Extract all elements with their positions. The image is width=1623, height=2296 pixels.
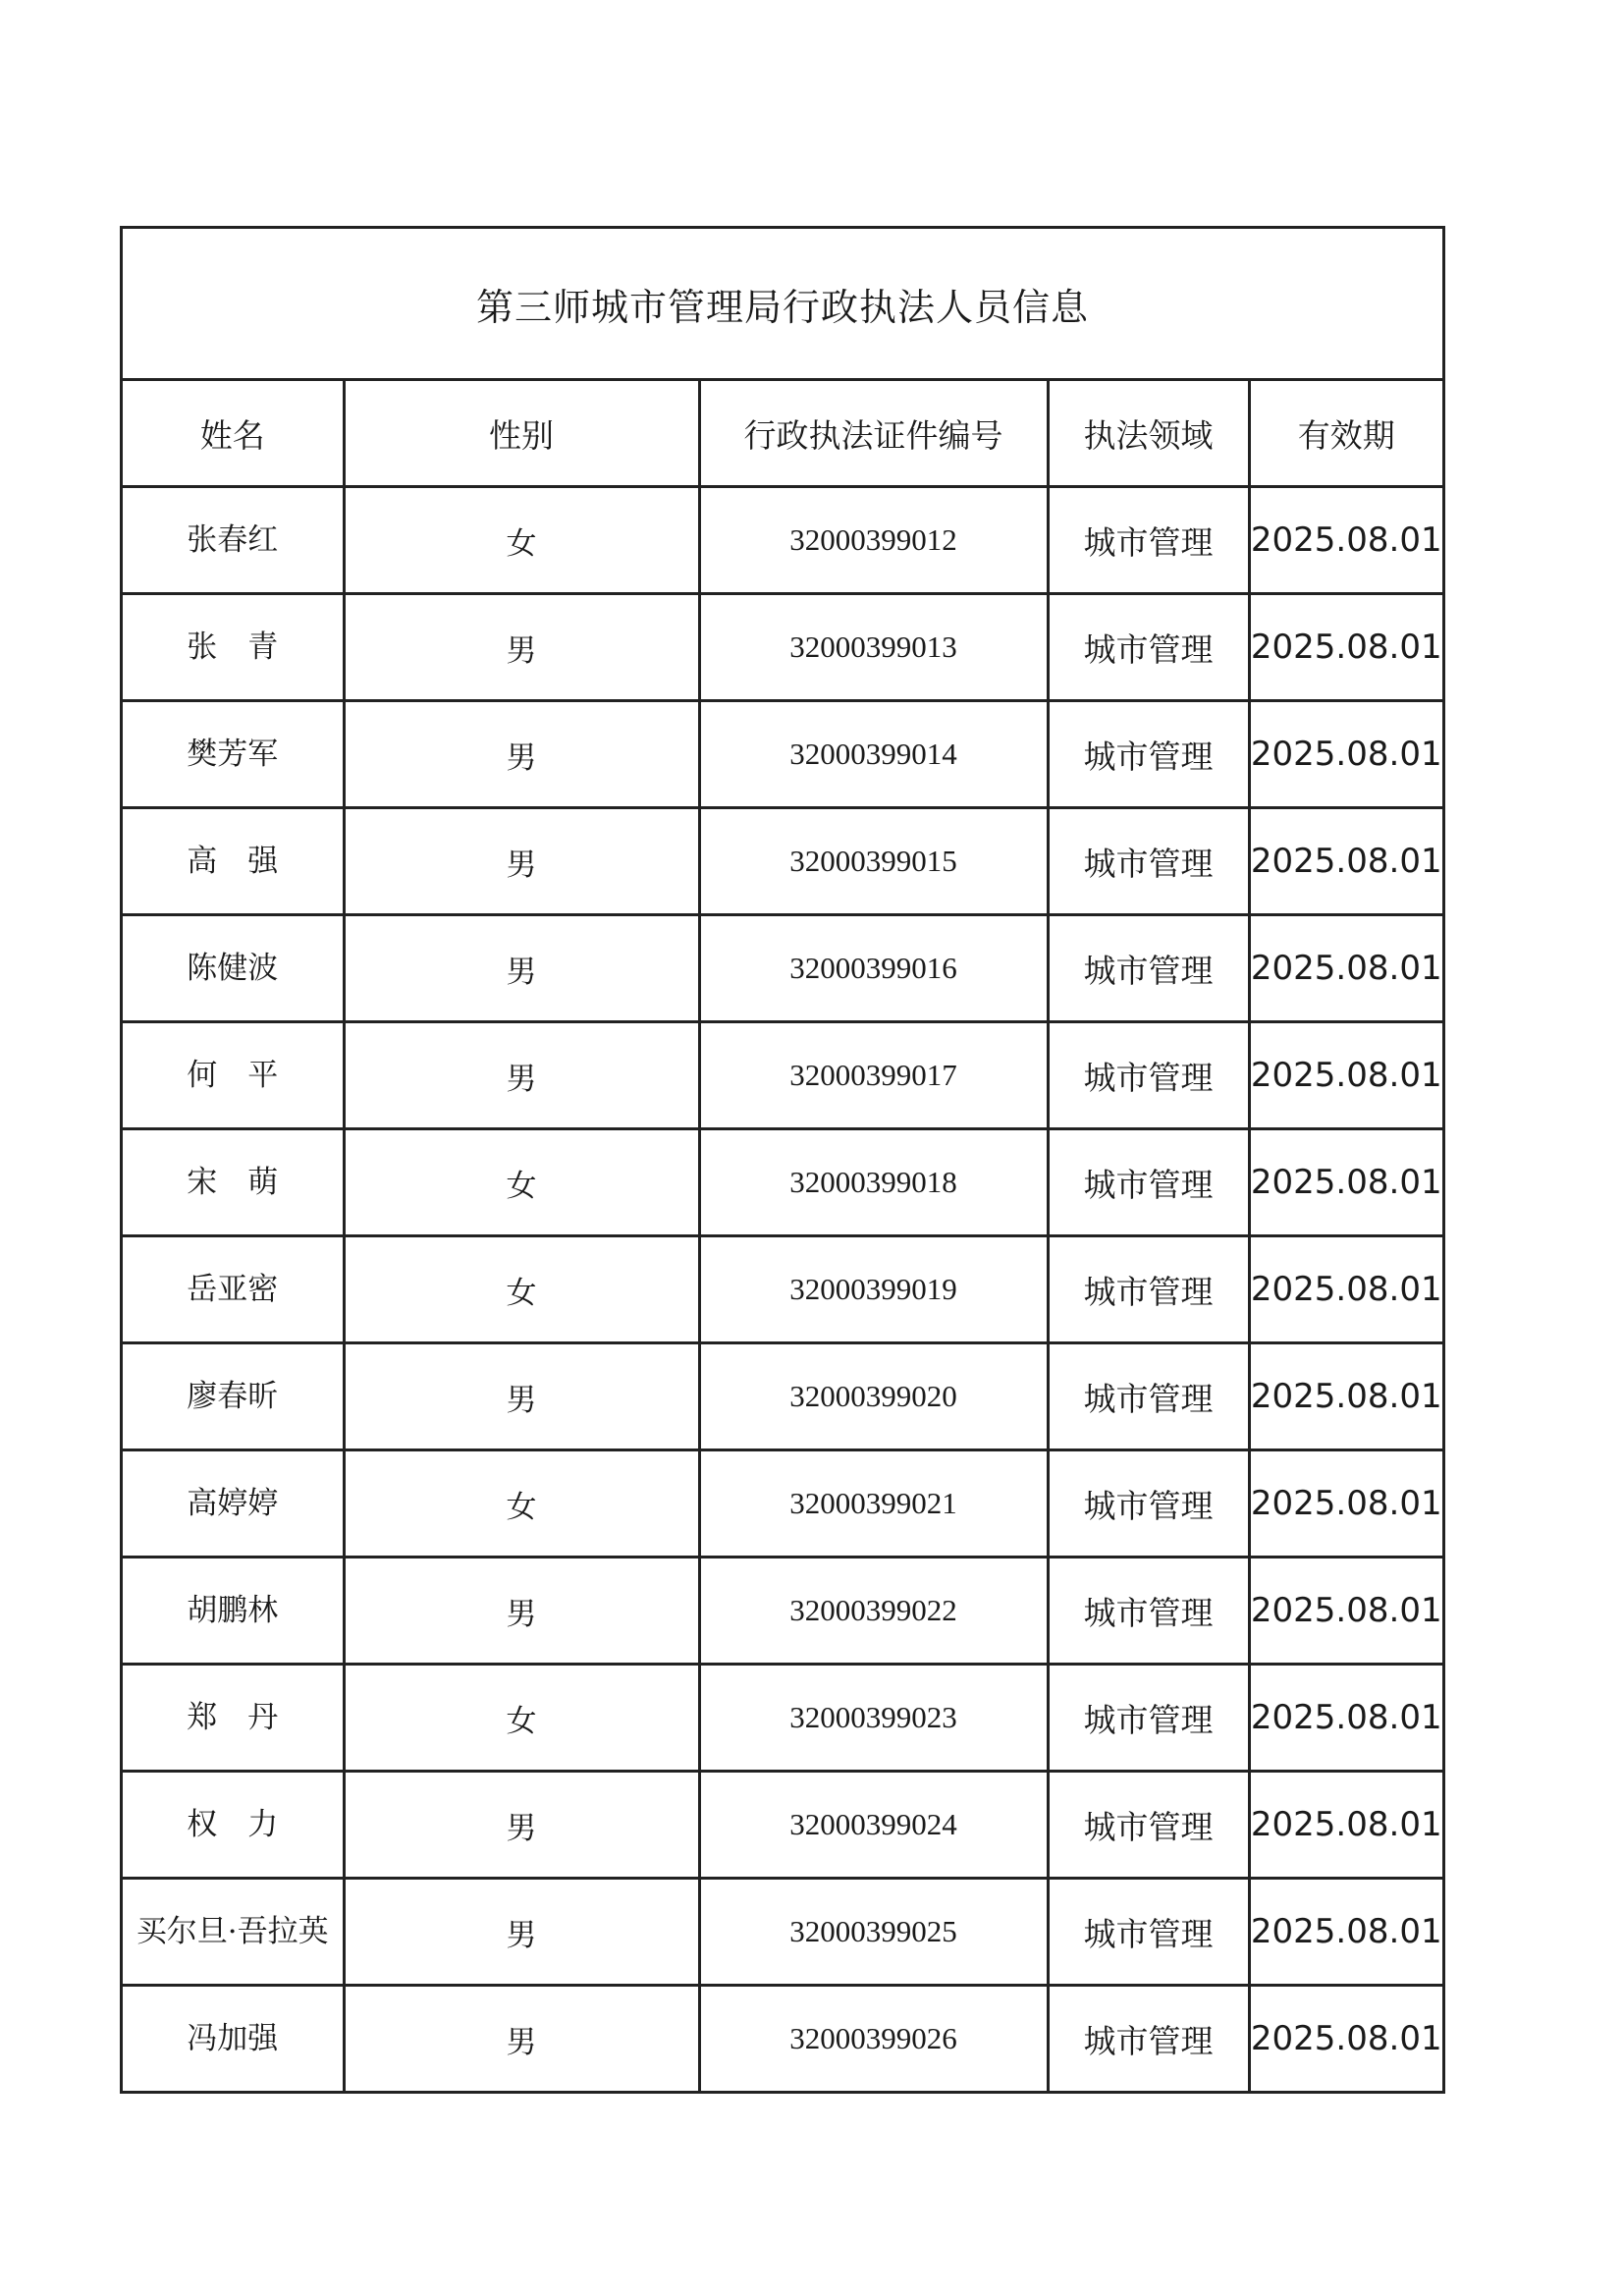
table-row xyxy=(123,1772,1442,1879)
cell-valid: 2025.08.01 xyxy=(1249,1558,1442,1665)
cell-valid: 2025.08.01 xyxy=(1249,915,1442,1022)
cell-cert-no: 32000399014 xyxy=(699,701,1048,808)
column-header-valid: 有效期 xyxy=(1249,381,1442,487)
cell-field: 城市管理 xyxy=(1048,701,1249,808)
cell-name: 权 力 xyxy=(123,1772,344,1879)
cell-cert-no: 32000399021 xyxy=(699,1450,1048,1558)
cell-valid: 2025.08.01 xyxy=(1249,594,1442,701)
cell-field: 城市管理 xyxy=(1048,1022,1249,1129)
cell-field: 城市管理 xyxy=(1048,1879,1249,1986)
cell-field: 城市管理 xyxy=(1048,487,1249,594)
cell-valid: 2025.08.01 xyxy=(1249,808,1442,915)
cell-cert-no: 32000399019 xyxy=(699,1236,1048,1343)
cell-valid: 2025.08.01 xyxy=(1249,1450,1442,1558)
cell-cert-no: 32000399018 xyxy=(699,1129,1048,1236)
cell-gender: 女 xyxy=(344,487,699,594)
table-row xyxy=(123,701,1442,808)
cell-name: 廖春昕 xyxy=(123,1343,344,1450)
cell-cert-no: 32000399020 xyxy=(699,1343,1048,1450)
cell-name: 高 强 xyxy=(123,808,344,915)
cell-field: 城市管理 xyxy=(1048,1558,1249,1665)
cell-gender: 男 xyxy=(344,1986,699,2092)
table-row xyxy=(123,1343,1442,1450)
cell-field: 城市管理 xyxy=(1048,1129,1249,1236)
cell-valid: 2025.08.01 xyxy=(1249,701,1442,808)
cell-gender: 男 xyxy=(344,808,699,915)
cell-field: 城市管理 xyxy=(1048,1665,1249,1772)
cell-gender: 女 xyxy=(344,1236,699,1343)
cell-valid: 2025.08.01 xyxy=(1249,1129,1442,1236)
cell-field: 城市管理 xyxy=(1048,1236,1249,1343)
cell-gender: 男 xyxy=(344,1022,699,1129)
cell-valid: 2025.08.01 xyxy=(1249,1022,1442,1129)
cell-field: 城市管理 xyxy=(1048,1343,1249,1450)
cell-valid: 2025.08.01 xyxy=(1250,2019,1442,2058)
table-row xyxy=(123,1450,1442,1558)
cell-field: 城市管理 xyxy=(1048,1986,1249,2092)
cell-cert-no: 32000399016 xyxy=(699,915,1048,1022)
table-row xyxy=(123,1558,1442,1665)
cell-valid: 2025.08.01 xyxy=(1249,1772,1442,1879)
document-title: 第三师城市管理局行政执法人员信息 xyxy=(123,229,1442,381)
cell-name: 郑 丹 xyxy=(123,1665,344,1772)
table-body xyxy=(123,487,1442,2092)
cell-cert-no: 32000399025 xyxy=(699,1879,1048,1986)
cell-name: 樊芳军 xyxy=(123,701,344,808)
cell-name: 胡鹏林 xyxy=(123,1558,344,1665)
cell-name: 高婷婷 xyxy=(123,1450,344,1558)
cell-field: 城市管理 xyxy=(1048,1450,1249,1558)
table-row xyxy=(123,1665,1442,1772)
cell-gender: 男 xyxy=(344,915,699,1022)
cell-field: 城市管理 xyxy=(1048,594,1249,701)
cell-valid: 2025.08.01 xyxy=(1249,1879,1442,1986)
cell-name: 张春红 xyxy=(123,487,344,594)
cell-name: 买尔旦·吾拉英 xyxy=(123,1879,344,1986)
cell-gender: 女 xyxy=(344,1129,699,1236)
cell-valid: 2025.08.01 xyxy=(1249,1343,1442,1450)
table-row xyxy=(123,808,1442,915)
table-row xyxy=(123,1986,1442,2092)
cell-gender: 男 xyxy=(344,594,699,701)
personnel-table xyxy=(123,381,1442,2091)
column-header-cert-no: 行政执法证件编号 xyxy=(699,381,1048,487)
cell-valid: 2025.08.01 xyxy=(1249,1236,1442,1343)
cell-name: 岳亚密 xyxy=(123,1236,344,1343)
cell-name: 何 平 xyxy=(123,1022,344,1129)
table-row xyxy=(123,1129,1442,1236)
cell-gender: 女 xyxy=(344,1450,699,1558)
cell-cert-no: 32000399013 xyxy=(699,594,1048,701)
cell-gender: 女 xyxy=(344,1665,699,1772)
cell-name: 张 青 xyxy=(123,594,344,701)
table-row xyxy=(123,1022,1442,1129)
cell-field: 城市管理 xyxy=(1048,808,1249,915)
column-header-gender: 性别 xyxy=(344,381,699,487)
cell-name: 冯加强 xyxy=(123,1986,344,2092)
cell-gender: 男 xyxy=(344,701,699,808)
cell-valid: 2025.08.01 xyxy=(1249,1665,1442,1772)
cell-gender: 男 xyxy=(344,1879,699,1986)
cell-cert-no: 32000399026 xyxy=(699,1986,1048,2092)
cell-cert-no: 32000399022 xyxy=(699,1558,1048,1665)
column-header-field: 执法领域 xyxy=(1048,381,1249,487)
cell-name: 陈健波 xyxy=(123,915,344,1022)
column-header-name: 姓名 xyxy=(123,381,344,487)
table-row xyxy=(123,1879,1442,1986)
cell-valid: 2025.08.01 xyxy=(1249,487,1442,594)
cell-cert-no: 32000399024 xyxy=(699,1772,1048,1879)
cell-gender: 男 xyxy=(344,1772,699,1879)
cell-cert-no: 32000399015 xyxy=(699,808,1048,915)
table-header-row xyxy=(123,381,1442,487)
cell-cert-no: 32000399012 xyxy=(699,487,1048,594)
table-row xyxy=(123,1236,1442,1343)
table-row xyxy=(123,594,1442,701)
table-row xyxy=(123,915,1442,1022)
table-row xyxy=(123,487,1442,594)
cell-field: 城市管理 xyxy=(1048,1772,1249,1879)
cell-gender: 男 xyxy=(344,1558,699,1665)
cell-gender: 男 xyxy=(344,1343,699,1450)
cell-field: 城市管理 xyxy=(1048,915,1249,1022)
cell-name: 宋 萌 xyxy=(123,1129,344,1236)
cell-cert-no: 32000399017 xyxy=(699,1022,1048,1129)
personnel-table-sheet xyxy=(120,226,1445,2094)
cell-cert-no: 32000399023 xyxy=(699,1665,1048,1772)
